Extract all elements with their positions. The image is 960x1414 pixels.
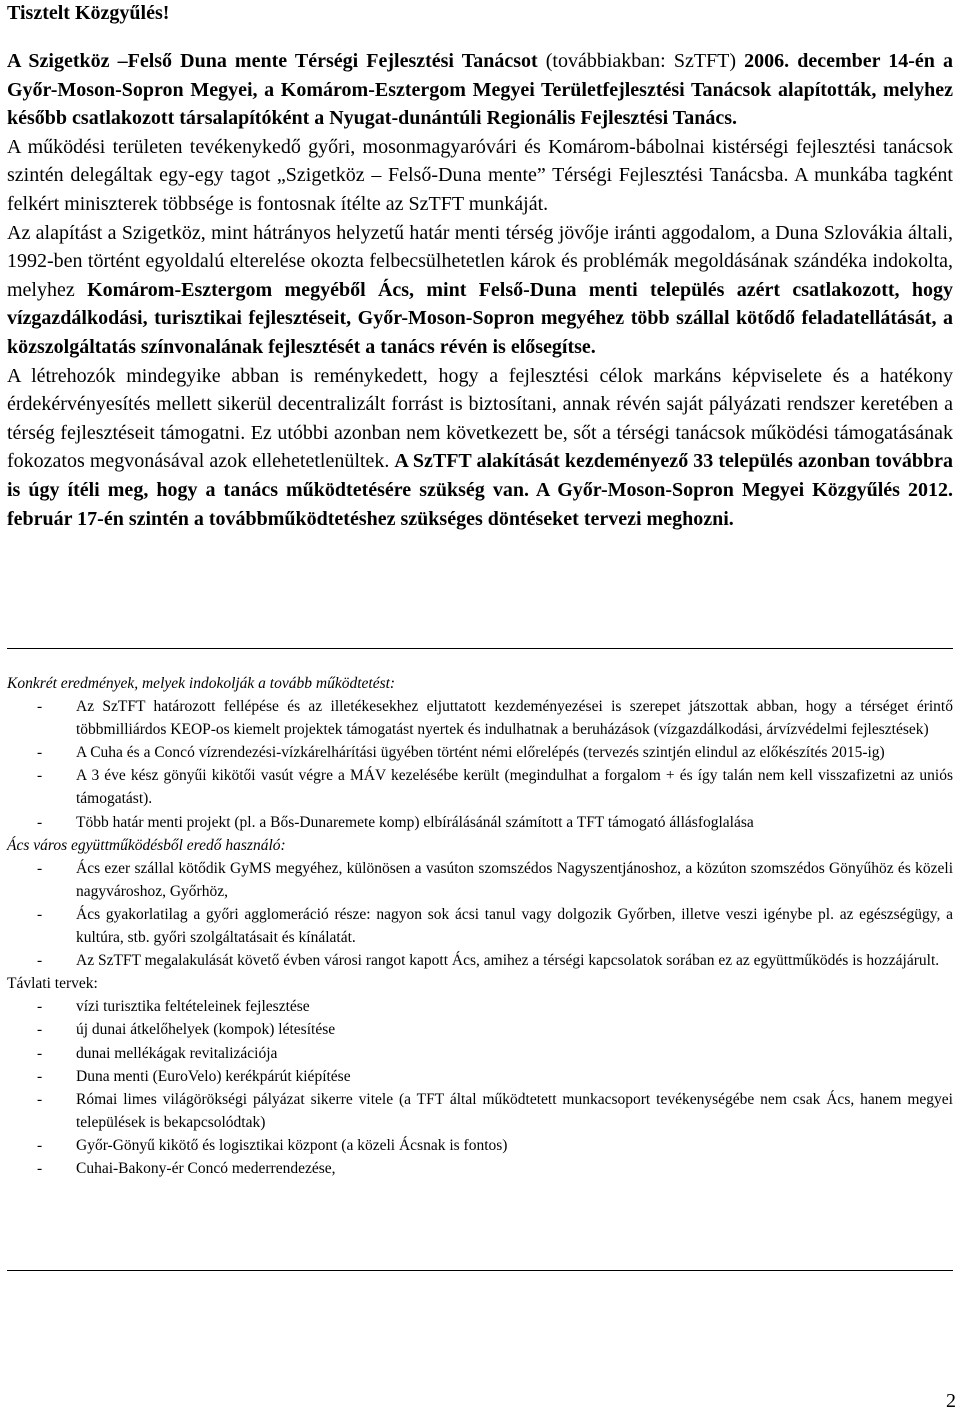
dash-marker: - — [37, 859, 43, 877]
list-item-text: Több határ menti projekt (pl. a Bős-Dunaremete komp) elbírálásánál számított a TFT támogató állásfoglalása — [76, 813, 754, 831]
list-item — [7, 695, 953, 741]
para1-bold2: 2006. december 14-én a Győr-Moson-Sopron Megyei, a Komárom-Esztergom Megyei Területfejlesztési Tanácsok alapították, melyhez később csatlakozott társalapítóként a Nyugat-dunántúli Regionális Fejlesztési Tanács. — [7, 50, 954, 130]
list-item-text: Ács ezer szállal kötődik GyMS megyéhez, különösen a vasúton szomszédos Nagyszentjánoshoz, a közúton szomszédos Gönyűhöz és közeli nagyvároshoz, Győrhöz, — [76, 859, 953, 900]
list-item — [7, 1018, 953, 1041]
plans-list — [7, 995, 953, 1180]
divider-bottom — [7, 1270, 953, 1271]
details-section — [7, 672, 953, 1180]
dash-marker: - — [37, 744, 43, 762]
list-item — [7, 764, 953, 810]
dash-marker: - — [37, 1159, 43, 1177]
dash-marker: - — [37, 952, 43, 970]
list-item-text: Ács gyakorlatilag a győri agglomeráció része: nagyon sok ácsi tanul vagy dolgozik Győrben, illetve veszi igénybe pl. az egészségügy, a kultúra, stb. győri szolgáltatásait és kínálatát. — [76, 905, 953, 947]
dash-marker: - — [37, 1067, 43, 1085]
list-item-text: Cuhai-Bakony-ér Concó mederrendezése, — [76, 1159, 336, 1177]
dash-marker: - — [37, 905, 43, 923]
divider-top — [7, 648, 953, 649]
dash-marker: - — [37, 698, 43, 716]
dash-marker: - — [37, 813, 43, 831]
dash-marker: - — [37, 1090, 43, 1108]
list-item — [7, 903, 953, 949]
list-item — [7, 741, 953, 764]
para1-bold: A Szigetköz –Felső Duna mente Térségi Fejlesztési Tanácsot — [7, 50, 538, 72]
para3-normal: Az alapítást a Szigetköz, mint hátrányos helyzetű határ menti térség jövője iránti aggodalom, a Duna Szlovákia általi, 1992-ben történt egyoldalú elterelése okozta felbecsülhetetlen károk és problémák megoldásának szándéka indokolta, melyhez — [7, 221, 953, 301]
list-item-text: Az SzTFT határozott fellépése és az illetékesekhez eljuttatott kezdeményezései is szerepet játszottak abban, hogy a térséget érintő többmilliárdos KEOP-os kiemelt projektek támogatást nyertek és indulhatnak a beruházások (vízgazdálkodási, árvízvédelmi fejlesztések) — [76, 698, 953, 739]
page-number: 2 — [946, 1390, 956, 1412]
dash-marker: - — [37, 767, 43, 785]
list-item-text: dunai mellékágak revitalizációja — [76, 1044, 278, 1062]
list-item — [7, 1042, 953, 1065]
section-plans-heading: Távlati tervek: — [7, 975, 98, 993]
dash-marker: - — [37, 1136, 43, 1154]
list-item-text: vízi turisztika feltételeinek fejlesztése — [76, 998, 310, 1016]
para4-bold: A SzTFT alakítását kezdeményező 33 település azonban továbbra is úgy ítéli meg, hogy a tanács működtetésére szükség van. A Győr-Moson-Sopron Megyei Közgyűlés 2012. február 17-én szintén a továbbműködtetéshez szükséges döntéseket tervezi meghozni. — [7, 450, 953, 530]
dash-marker: - — [37, 1021, 43, 1039]
paragraph-motivation — [7, 219, 953, 362]
list-item-text: A 3 éve kész gönyűi kikötői vasút végre a MÁV kezelésébe került (megindulhat a forgalom + és így talán nem kell visszafizetni az uniós támogatást). — [76, 767, 953, 808]
benefits-list — [7, 857, 953, 972]
paragraph-founding — [7, 47, 953, 133]
list-item-text: A Cuha és a Concó vízrendezési-vízkárelhárítási ügyében történt némi előrelépés (tervezés szintjén elindul az előkészítés 2015-ig) — [76, 744, 885, 762]
para4-normal: A létrehozók mindegyike abban is reménykedett, hogy a fejlesztési célok markáns képviselete és a hatékony érdekérvényesítés mellett sikerül decentralizált forrást is biztosítani, annak révén saját pályázati rendszer keretében a térség fejlesztéseit támogatni. Ez utóbbi azonban nem következett be, sőt a térségi tanácsok működési támogatásának fokozatos megvonásával azok ellehetetlenültek. — [7, 364, 953, 473]
main-text — [7, 47, 953, 533]
list-item-text: Duna menti (EuroVelo) kerékpárút kiépítése — [76, 1067, 351, 1085]
dash-marker: - — [37, 998, 43, 1016]
para3-bold: Komárom-Esztergom megyéből Ács, mint Felső-Duna menti település azért csatlakozott, hogy vízgazdálkodási, turisztikai fejlesztéseit, Győr-Moson-Sopron megyéhez több szállal kötődő feladatellátását, a közszolgáltatás színvonalának fejlesztését a tanács révén is elősegítse. — [7, 278, 954, 358]
list-item — [7, 1088, 953, 1134]
greeting: Tisztelt Közgyűlés! — [7, 2, 170, 24]
list-item — [7, 1134, 953, 1157]
list-item — [7, 995, 953, 1018]
results-list — [7, 695, 953, 834]
list-item-text: új dunai átkelőhelyek (kompok) létesítése — [76, 1021, 336, 1039]
section-benefits-heading: Ács város együttműködésből eredő használó: — [7, 836, 286, 854]
list-item — [7, 949, 953, 972]
paragraph-hopes — [7, 362, 953, 534]
list-item — [7, 811, 953, 834]
list-item-text: Római limes világörökségi pályázat sikerre vitele (a TFT által működtetett munkacsoport tevékenységébe nem csak Ács, hanem megyei települések is bekapcsolódtak) — [76, 1090, 953, 1131]
list-item — [7, 857, 953, 903]
paragraph-delegates: A működési területen tevékenykedő győri, mosonmagyaróvári és Komárom-bábolnai kistérségi fejlesztési tanácsok szintén delegáltak egy-egy tagot „Szigetköz – Felső-Duna mente” Térségi Fejlesztési Tanácsba. A munkába tagként felkért miniszterek többsége is fontosnak ítélte az SzTFT munkáját. — [7, 135, 953, 215]
para1-normal: (továbbiakban: SzTFT) — [537, 50, 745, 72]
list-item — [7, 1065, 953, 1088]
list-item-text: Az SzTFT megalakulását követő évben városi rangot kapott Ács, amihez a térségi kapcsolatok sorában ez az együttműködés is hozzájárult. — [76, 952, 940, 970]
section-results-heading: Konkrét eredmények, melyek indokolják a tovább működtetést: — [7, 675, 396, 692]
dash-marker: - — [37, 1044, 43, 1062]
list-item — [7, 1157, 953, 1180]
list-item-text: Győr-Gönyű kikötő és logisztikai központ (a közeli Ácsnak is fontos) — [76, 1136, 508, 1154]
